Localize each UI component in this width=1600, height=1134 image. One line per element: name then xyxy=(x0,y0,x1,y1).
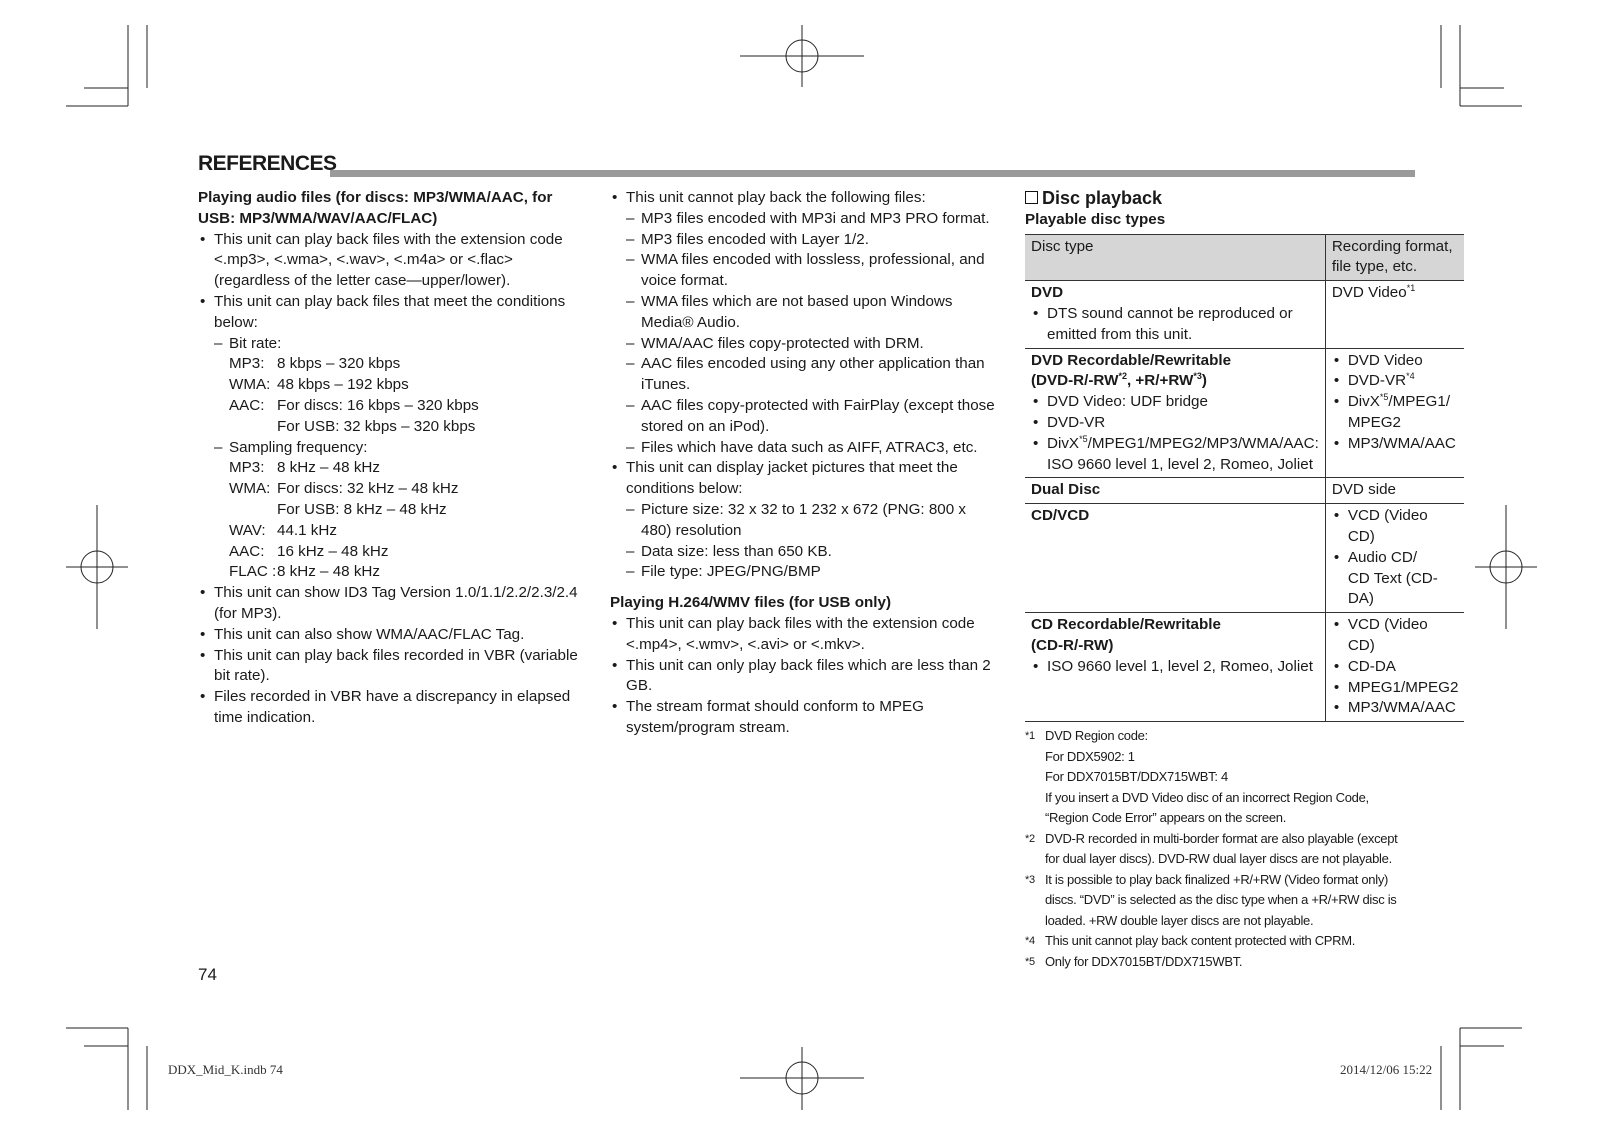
bitrate-label: – Bit rate: xyxy=(198,334,583,355)
column-disc-playback xyxy=(1025,188,1459,972)
dash-item: – Files which have data such as AIFF, ATRAC3, etc. xyxy=(610,438,1000,459)
footnote: *4 This unit cannot play back content protected with CPRM. xyxy=(1025,933,1356,949)
sampling-row: MP3: 8 kHz – 48 kHz xyxy=(229,459,380,477)
list-item: • This unit can only play back files which are less than 2 GB. xyxy=(610,656,1000,698)
table-cell xyxy=(1025,613,1325,722)
list-item: • This unit can play back files with the extension code <.mp3>, <.wma>, <.wav>, <.m4a> or <.flac> (regardless of the letter case—upper/lower). xyxy=(198,230,583,292)
footer-timestamp: 2014/12/06 15:22 xyxy=(1340,1062,1433,1077)
section-heading: Disc playback xyxy=(1025,188,1415,209)
disc-note: • DVD Video: UDF bridge xyxy=(1031,392,1319,413)
footnote: *2 DVD-R recorded in multi-border format are also playable (except for dual layer discs). DVD-RW dual layer discs are not playable. xyxy=(1025,830,1398,867)
video-files-heading: Playing H.264/WMV files (for USB only) xyxy=(610,594,892,612)
table-row xyxy=(1025,613,1464,722)
bitrate-row: WMA: 48 kbps – 192 kbps xyxy=(229,376,409,394)
table-cell: DVD Video$^{*1}$ xyxy=(1325,281,1464,348)
list-item: • This unit can show ID3 Tag Version 1.0/1.1/2.2/2.3/2.4 (for MP3). xyxy=(198,583,583,625)
table-cell xyxy=(1025,281,1325,348)
list-item: • This unit cannot play back the following files: xyxy=(610,188,1000,209)
format-item: CD Text (CD-DA) xyxy=(1347,569,1438,608)
checkbox-square-icon xyxy=(1025,191,1038,204)
video-files-list xyxy=(610,614,1000,739)
disc-note: • DivX$^{*5}$/MPEG1/MPEG2/MP3/WMA/AAC: ISO 9660 level 1, level 2, Romeo, Joliet xyxy=(1031,434,1319,476)
audio-files-list-2 xyxy=(198,583,583,729)
sampling-row: WMA: For discs: 32 kHz – 48 kHz xyxy=(229,480,459,498)
bitrate-row: AAC: For discs: 16 kbps – 320 kbps xyxy=(229,396,479,414)
table-row xyxy=(1025,478,1464,504)
list-item: • The stream format should conform to MPEG system/program stream. xyxy=(610,697,1000,739)
title-underline-bar xyxy=(330,170,1415,177)
bitrate-row: MP3: 8 kbps – 320 kbps xyxy=(229,355,401,373)
column-audio-files xyxy=(198,188,583,729)
format-item: • MP3/WMA/AAC xyxy=(1332,434,1459,455)
sampling-row: AAC: 16 kHz – 48 kHz xyxy=(229,542,389,560)
dash-item: – MP3 files encoded with MP3i and MP3 PRO format. xyxy=(610,209,1000,230)
dash-item: – Data size: less than 650 KB. xyxy=(610,542,1000,563)
footer-file-name: DDX_Mid_K.indb 74 xyxy=(168,1062,283,1077)
jacket-list xyxy=(610,458,1000,500)
bitrate-aac-usb: For USB: 32 kbps – 320 kbps xyxy=(277,417,476,435)
footnote: *3 It is possible to play back finalized +R/+RW (Video format only) discs. “DVD” is selected as the disc type when a +R/+RW disc is loaded. +RW double layer discs are not playable. xyxy=(1025,871,1397,928)
audio-files-list xyxy=(198,230,583,334)
table-cell: DVD side xyxy=(1325,478,1464,504)
disc-types-table xyxy=(1025,234,1464,723)
dash-item: – MP3 files encoded with Layer 1/2. xyxy=(610,230,1000,251)
table-row xyxy=(1025,504,1464,613)
format-item: • CD-DA xyxy=(1332,657,1459,678)
dash-item: – WMA files encoded with lossless, professional, and voice format. xyxy=(610,250,1000,292)
table-cell xyxy=(1325,348,1464,478)
footnote: *5 Only for DDX7015BT/DDX715WBT. xyxy=(1025,953,1243,969)
disc-name: DVD xyxy=(1031,284,1064,302)
sampling-row: FLAC : 8 kHz – 48 kHz xyxy=(229,563,380,581)
format-item: • VCD (Video CD) xyxy=(1332,506,1459,548)
list-item: • This unit can play back files recorded in VBR (variable bit rate). xyxy=(198,646,583,688)
disc-note: • ISO 9660 level 1, level 2, Romeo, Joliet xyxy=(1031,657,1319,678)
dash-item: – File type: JPEG/PNG/BMP xyxy=(610,562,1000,583)
dash-item: – WMA/AAC files copy-protected with DRM. xyxy=(610,334,1000,355)
format-item: • VCD (Video CD) xyxy=(1332,615,1459,657)
table-row xyxy=(1025,281,1464,348)
table-cell: CD/VCD xyxy=(1025,504,1325,613)
dash-item: – Picture size: 32 x 32 to 1 232 x 672 (PNG: 800 x 480) resolution xyxy=(610,500,1000,542)
format-item: • DVD-VR$^{*4}$ xyxy=(1332,371,1459,392)
disc-types-subheading: Playable disc types xyxy=(1025,210,1166,228)
table-header-row xyxy=(1025,234,1464,281)
unsupported-list xyxy=(610,188,1000,209)
format-item: • DVD Video xyxy=(1332,351,1459,372)
dash-item: – AAC files copy-protected with FairPlay (except those stored on an iPod). xyxy=(610,396,1000,438)
footnotes xyxy=(1025,726,1415,972)
disc-note: • DVD-VR xyxy=(1031,413,1319,434)
list-item: • This unit can also show WMA/AAC/FLAC Tag. xyxy=(198,625,583,646)
list-item: • This unit can display jacket pictures that meet the conditions below: xyxy=(610,458,1000,500)
column-unsupported-files xyxy=(610,188,1000,739)
disc-name-line2: ($DVD-R/-RW^{*2}$, $+R/+RW^{*3}$) xyxy=(1031,371,1207,390)
format-item: • DivX$^{*5}$/MPEG1/ MPEG2 xyxy=(1332,392,1459,434)
table-cell xyxy=(1025,348,1325,478)
table-row xyxy=(1025,348,1464,478)
format-item: • MPEG1/MPEG2 xyxy=(1332,678,1459,699)
format-item: • MP3/WMA/AAC xyxy=(1332,698,1459,719)
table-header-cell: Recording format, file type, etc. xyxy=(1325,234,1464,281)
page-number: 74 xyxy=(198,965,217,984)
dash-item: – WMA files which are not based upon Windows Media® Audio. xyxy=(610,292,1000,334)
audio-files-heading: Playing audio files (for discs: MP3/WMA/AAC, for USB: MP3/WMA/WAV/AAC/FLAC) xyxy=(198,189,553,227)
table-cell: Dual Disc xyxy=(1025,478,1325,504)
sampling-wma-usb: For USB: 8 kHz – 48 kHz xyxy=(277,500,447,518)
sampling-label: – Sampling frequency: xyxy=(198,438,583,459)
page-title: REFERENCES xyxy=(198,152,337,175)
list-item: • This unit can play back files that meet the conditions below: xyxy=(198,292,583,334)
table-header-cell: Disc type xyxy=(1025,234,1325,281)
disc-name: DVD Recordable/Rewritable xyxy=(1031,351,1232,369)
table-cell xyxy=(1325,504,1464,613)
disc-name: CD Recordable/Rewritable xyxy=(1031,616,1221,634)
disc-note: • DTS sound cannot be reproduced or emitted from this unit. xyxy=(1031,304,1319,346)
list-item: • This unit can play back files with the extension code <.mp4>, <.wmv>, <.avi> or <.mkv>. xyxy=(610,614,1000,656)
table-cell xyxy=(1325,613,1464,722)
list-item: • Files recorded in VBR have a discrepancy in elapsed time indication. xyxy=(198,687,583,729)
footnote: *1 DVD Region code: For DDX5902: 1 For DDX7015BT/DDX715WBT: 4 If you insert a DVD Video disc of an incorrect Region Code, “Region Code Error” appears on the screen. xyxy=(1025,728,1369,826)
disc-name-line2: (CD-R/-RW) xyxy=(1031,636,1114,654)
dash-item: – AAC files encoded using any other application than iTunes. xyxy=(610,354,1000,396)
format-item: • Audio CD/ xyxy=(1332,548,1459,569)
sampling-row: WAV: 44.1 kHz xyxy=(229,521,337,539)
